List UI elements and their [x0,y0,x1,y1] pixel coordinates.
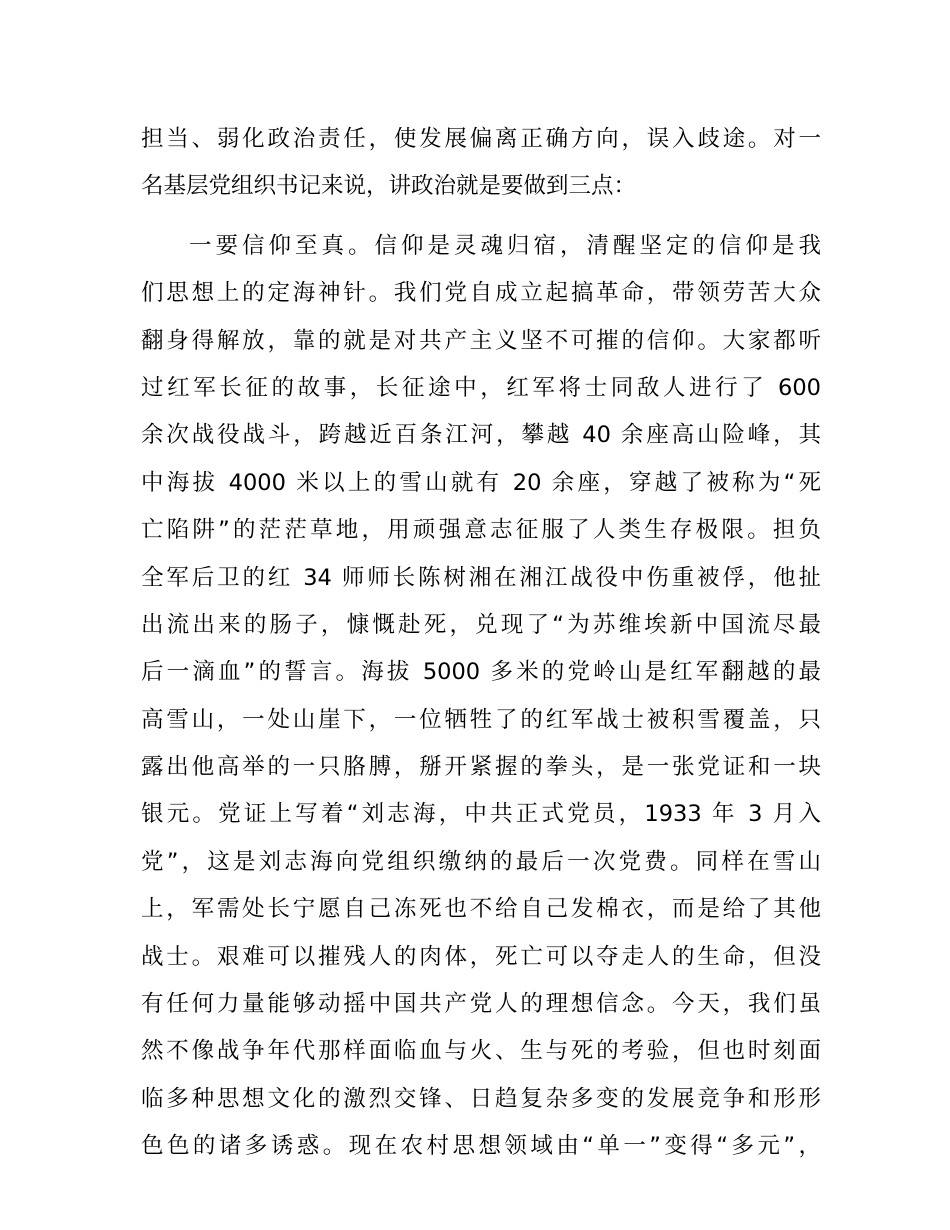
paragraph-2-line-12: 露出他高举的一只胳膊，掰开紧握的拳头，是一张党证和一块 [141,754,821,781]
paragraph-2-line-11: 高雪山，一处山崖下，一位牺牲了的红军战士被积雪覆盖，只 [141,706,821,733]
paragraph-2-line-6: 中海拔 4000 米以上的雪山就有 20 余座，穿越了被称为“死 [141,469,821,496]
paragraph-2-line-18: 然不像战争年代那样面临血与火、生与死的考验，但也时刻面 [141,1038,821,1065]
paragraph-2-line-2: 们思想上的定海神针。我们党自成立起搞革命，带领劳苦大众 [141,280,821,307]
paragraph-2-line-3: 翻身得解放，靠的就是对共产主义坚不可摧的信仰。大家都听 [141,327,821,354]
paragraph-2-line-17: 有任何力量能够动摇中国共产党人的理想信念。今天，我们虽 [141,991,821,1018]
paragraph-2-line-20: 色色的诸多诱惑。现在农村思想领域由“单一”变得“多元”， [141,1133,821,1160]
document-body [141,116,821,1171]
paragraph-1-line-1: 担当、弱化政治责任，使发展偏离正确方向，误入歧途。对一 [141,126,821,152]
paragraph-2-line-7: 亡陷阱”的茫茫草地，用顽强意志征服了人类生存极限。担负 [141,517,821,544]
paragraph-2-line-15: 上，军需处长宁愿自己冻死也不给自己发棉衣，而是给了其他 [141,896,821,923]
paragraph-2-line-4: 过红军长征的故事，长征途中，红军将士同敌人进行了 600 [141,374,821,401]
paragraph-2-line-10: 后一滴血”的誓言。海拔 5000 多米的党岭山是红军翻越的最 [141,659,821,686]
paragraph-2-line-5: 余次战役战斗，跨越近百条江河，攀越 40 余座高山险峰，其 [141,422,821,449]
paragraph-2-line-1: 一要信仰至真。信仰是灵魂归宿，清醒坚定的信仰是我 [189,232,821,259]
paragraph-2-line-19: 临多种思想文化的激烈交锋、日趋复杂多变的发展竞争和形形 [141,1085,821,1112]
paragraph-1-line-2: 名基层党组织书记来说，讲政治就是要做到三点： [141,173,637,200]
paragraph-2-line-13: 银元。党证上写着“刘志海，中共正式党员，1933 年 3 月入 [141,801,821,828]
paragraph-2-line-8: 全军后卫的红 34 师师长陈树湘在湘江战役中伤重被俘，他扯 [141,564,821,591]
paragraph-gap [141,211,821,223]
paragraph-2-line-9: 出流出来的肠子，慷慨赴死，兑现了“为苏维埃新中国流尽最 [141,611,821,638]
paragraph-2-line-14: 党”，这是刘志海向党组织缴纳的最后一次党费。同样在雪山 [141,848,821,875]
paragraph-2-line-16: 战士。艰难可以摧残人的肉体，死亡可以夺走人的生命，但没 [141,943,821,970]
